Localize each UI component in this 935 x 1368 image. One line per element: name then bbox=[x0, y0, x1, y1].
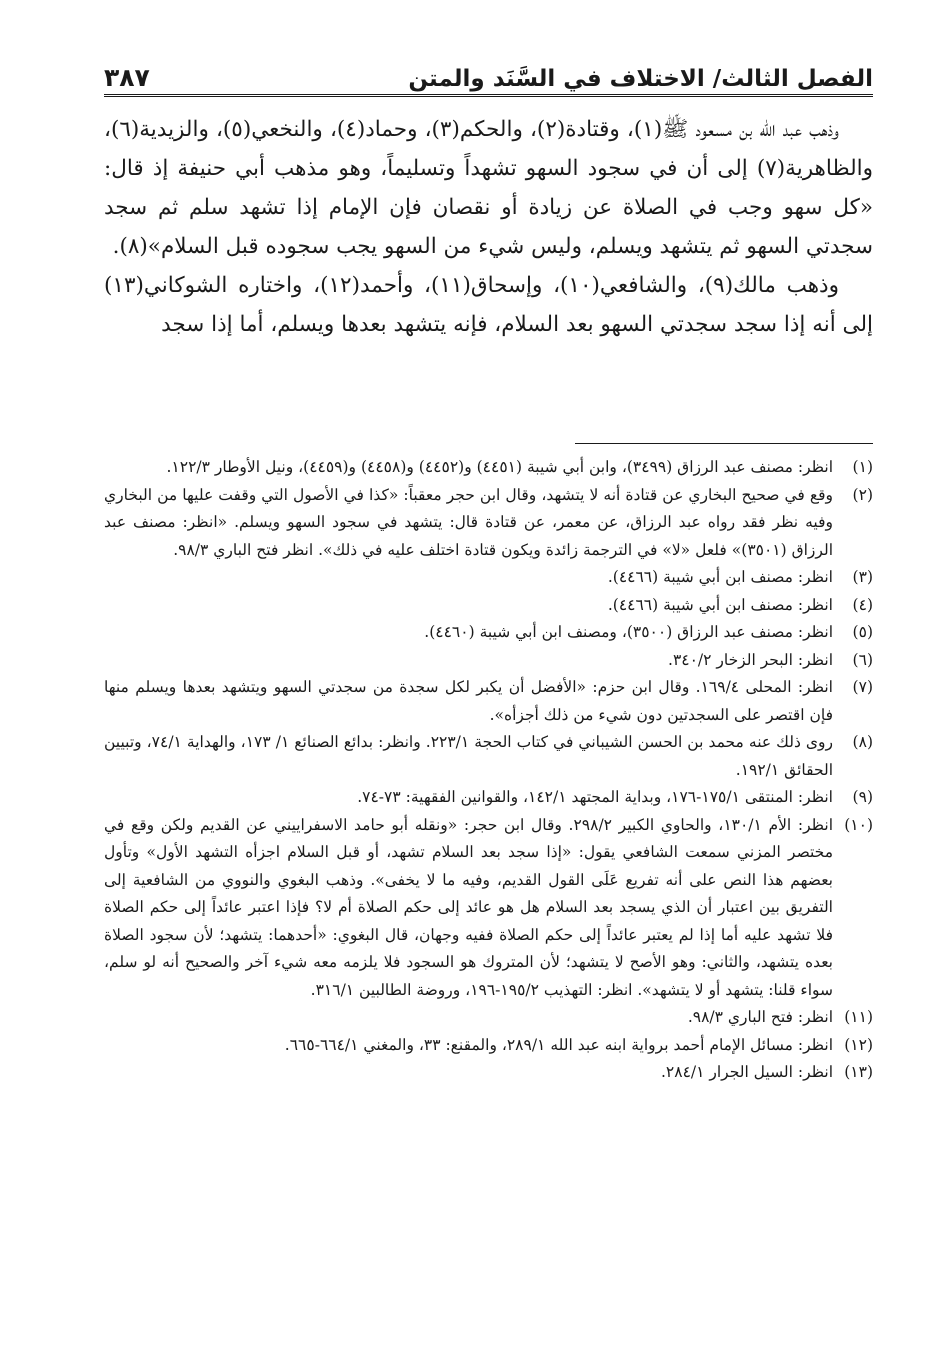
footnote-number: (٨) bbox=[852, 733, 873, 751]
footnote-text: وقع في صحيح البخاري عن قتادة أنه لا يتشهد، وقال ابن حجر معقباً: «كذا في الأصول التي وقفت عليها من البخاري وفيه نظر فقد رواه عبد الرزاق، عن معمر، عن قتادة قال: يتشهد في سجود السهو ويسلم. «انظر: مصنف عبد الرزاق (٣٥٠١)» فلعل «لا» في الترجمة زائدة ويكون قتادة اختلف عليه في ذلك». انظر فتح الباري ٩٨/٣. bbox=[104, 485, 833, 559]
page-number: ٣٨٧ bbox=[104, 63, 150, 92]
footnote-number: (١٣) bbox=[844, 1063, 873, 1081]
footnote bbox=[104, 1059, 873, 1087]
page-header bbox=[104, 54, 873, 97]
footnote-text: انظر: مصنف ابن أبي شيبة (٤٤٦٦). bbox=[607, 568, 833, 586]
footnote-separator bbox=[575, 443, 873, 444]
footnote bbox=[104, 564, 873, 592]
footnote-text: انظر: المنتقى ١٧٥/١-١٧٦، وبداية المجتهد ١٤٢/١، والقوانين الفقهية: ٧٣-٧٤. bbox=[357, 788, 833, 806]
footnote-text: انظر: السيل الجرار ٢٨٤/١. bbox=[660, 1063, 833, 1081]
footnote-text: روى ذلك عنه محمد بن الحسن الشيباني في كتاب الحجة ٢٢٣/١. وانظر: بدائع الصنائع ١/ ١٧٣، والهداية ٧٤/١، وتبيين الحقائق ١٩٢/١. bbox=[104, 733, 833, 779]
footnote-number: (١٠) bbox=[844, 815, 873, 834]
footnote-text: انظر: البحر الزخار ٣٤٠/٢. bbox=[668, 650, 833, 669]
footnote-text: انظر: مصنف عبد الرزاق (٣٥٠٠)، ومصنف ابن أبي شيبة (٤٤٦٠). bbox=[424, 623, 833, 641]
footnote-number: (١١) bbox=[844, 1008, 873, 1026]
footnote-number: (٤) bbox=[852, 595, 873, 614]
footnote bbox=[104, 482, 873, 565]
footnote-number: (٢) bbox=[852, 485, 873, 504]
footnote bbox=[104, 674, 873, 729]
footnote-number: (٣) bbox=[852, 568, 873, 586]
footnote bbox=[104, 647, 873, 675]
footnote-number: (١) bbox=[852, 458, 873, 476]
footnote-text: انظر: مصنف عبد الرزاق (٣٤٩٩)، وابن أبي شيبة (٤٤٥١) و(٤٤٥٢) و(٤٤٥٨) و(٤٤٥٩)، ونيل الأوطار ١٢٢/٣. bbox=[166, 458, 833, 476]
footnote-text: انظر: فتح الباري ٩٨/٣. bbox=[687, 1008, 833, 1026]
footnote-text: انظر: الأم ١٣٠/١، والحاوي الكبير ٢٩٨/٢. وقال ابن حجر: «ونقله أبو حامد الاسفراييني عن القديم ولكن وقع في مختصر المزني سمعت الشافعي يقول: «إذا سجد بعد السلام تشهد، أو قبل السلام اجزأه التشهد الأول» وتأول بعضهم هذا النص على أنه تفريع عَلَى القول القديم، وفيه ما لا يخفى». وذهب البغوي والنووي من الشافعية إلى التفريق بين اعتبار أن الذي يسجد بعد السلام هل هو عائد إلى حكم الصلاة أم لا؟ فإذا اعتبر عائداً إلى حكم الصلاة فلا تشهد عليه أما إذا لم يعتبر عائداً إلى حكم الصلاة ففيه وجهان، قال البغوي: «أحدهما: يتشهد؛ لأن سجود الصلاة بعده يتشهد، والثاني: وهو الأصح لا يتشهد؛ لأن المتروك هو السجود فلا يلزمه معه شيء آخر والصحيح أنه لو سلم، سواء قلنا: يتشهد أو لا يتشهد». انظر: التهذيب ١٩٥/٢-١٩٦، وروضة الطالبين ٣١٦/١. bbox=[104, 815, 833, 999]
footnote bbox=[104, 454, 873, 482]
footnote bbox=[104, 812, 873, 1005]
footnote bbox=[104, 592, 873, 620]
footnote bbox=[104, 1032, 873, 1060]
footnote-text: انظر: المحلى ١٦٩/٤. وقال ابن حزم: «الأفضل أن يكبر لكل سجدة من سجدتي السهو ويتشهد بعدها ويسلم منها فإن اقتصر على السجدتين دون شيء من ذلك أجزأه». bbox=[104, 678, 833, 724]
footnote bbox=[104, 619, 873, 647]
footnote-number: (٧) bbox=[852, 678, 873, 696]
footnote bbox=[104, 784, 873, 812]
paragraph: وذهب مالك(٩)، والشافعي(١٠)، وإسحاق(١١)، وأحمد(١٢)، واختاره الشوكاني(١٣) إلى أنه إذا سجد سجدتي السهو بعد السلام، فإنه يتشهد بعدها ويسلم، أما إذا سجد bbox=[104, 273, 873, 337]
footnote-text: انظر: مسائل الإمام أحمد برواية ابنه عبد الله ٢٨٩/١، والمقنع: ٣٣، والمغني ٦٦٤/١-٦٦٥. bbox=[284, 1035, 833, 1054]
footnote bbox=[104, 1004, 873, 1032]
footnotes-list bbox=[104, 454, 873, 1087]
footnote-number: (٩) bbox=[852, 788, 873, 806]
running-title: الفصل الثالث/ الاختلاف في السَّنَد والمتن bbox=[408, 66, 873, 92]
footnote-text: انظر: مصنف ابن أبي شيبة (٤٤٦٦). bbox=[607, 595, 833, 614]
footnote bbox=[104, 729, 873, 784]
main-text bbox=[104, 110, 873, 344]
footnote-number: (٥) bbox=[852, 623, 873, 641]
paragraph: وذهب عبد الله بن مسعود ﷺ(١)، وقتادة(٢)، والحكم(٣)، وحماد(٤)، والنخعي(٥)، والزيدية(٦)، والظاهرية(٧) إلى أن في سجود السهو تشهداً وتسليماً، وهو مذهب أبي حنيفة إذ قال: «كل سهو وجب في الصلاة عن زيادة أو نقصان فإن الإمام إذا تشهد سلم ثم سجد سجدتي السهو ثم يتشهد ويسلم، وليس شيء من السهو يجب سجوده قبل السلام»(٨). bbox=[104, 117, 873, 259]
footnote-number: (١٢) bbox=[844, 1035, 873, 1054]
footnote-number: (٦) bbox=[852, 650, 873, 669]
